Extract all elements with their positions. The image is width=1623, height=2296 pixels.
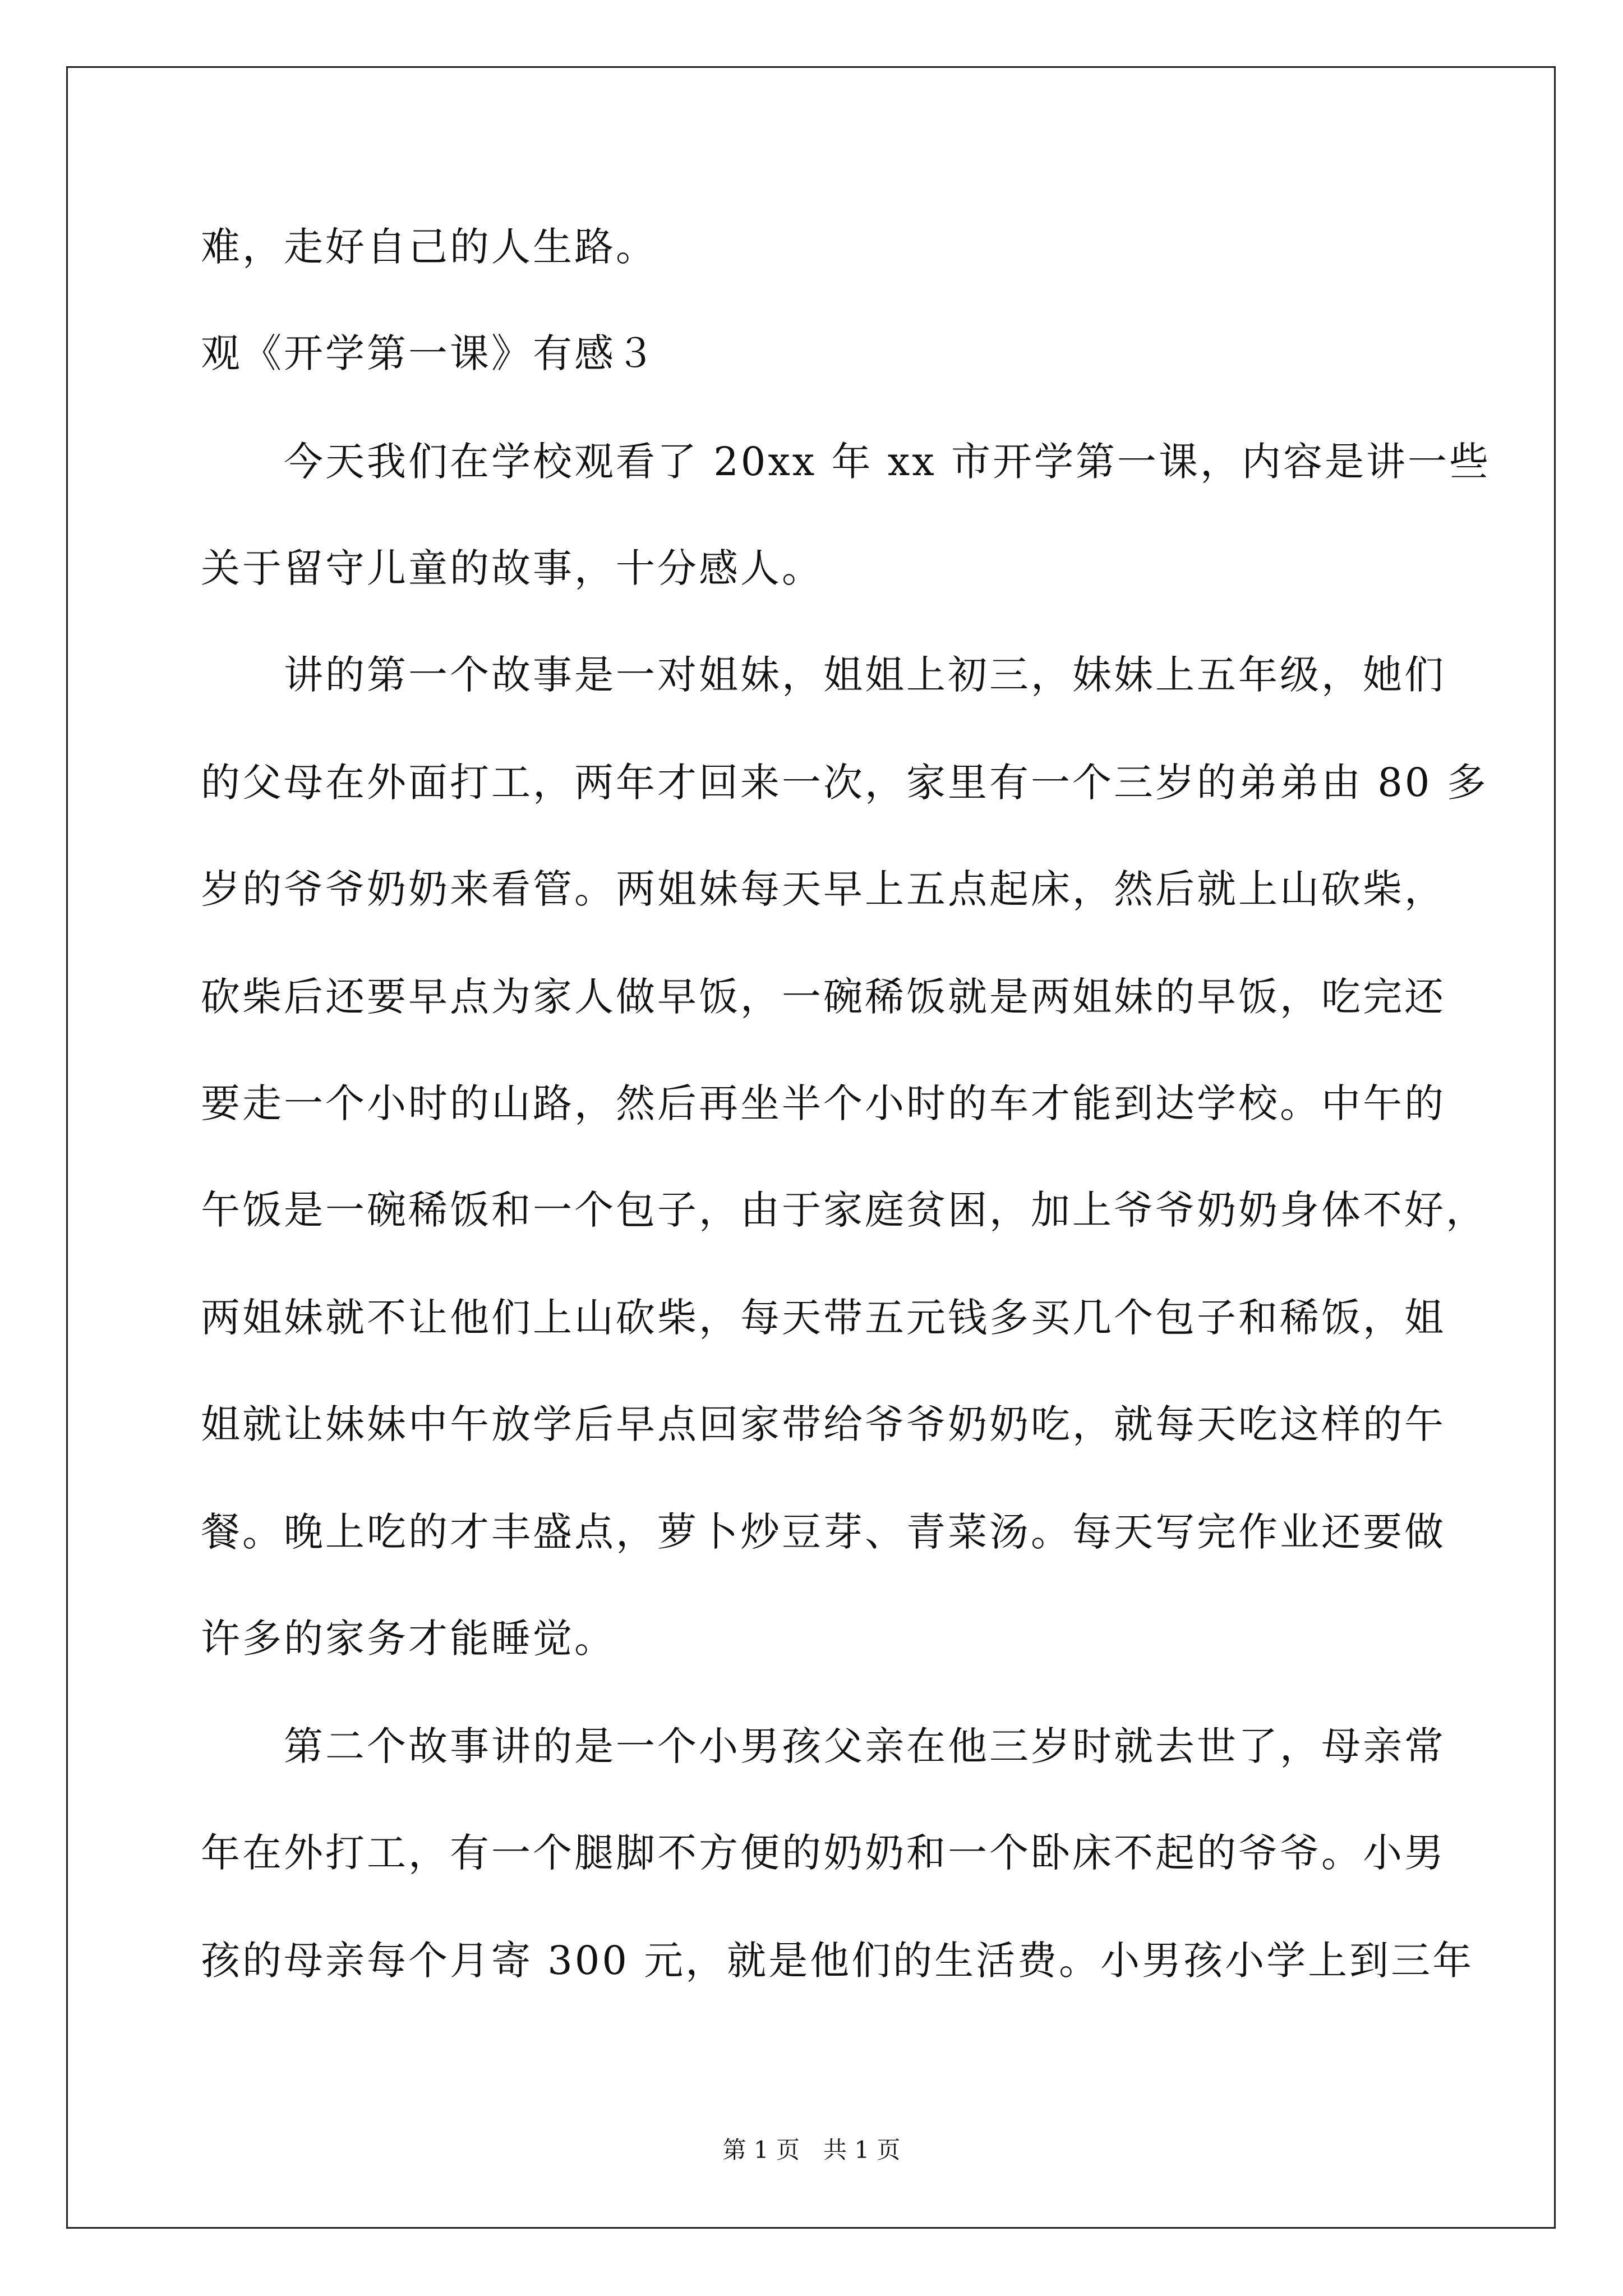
- text-line: 第二个故事讲的是一个小男孩父亲在他三岁时就去世了，母亲常: [201, 1723, 1446, 1769]
- text-line: 许多的家务才能睡觉。: [201, 1616, 616, 1662]
- text-line: 难，走好自己的人生路。: [201, 224, 657, 270]
- text-line: 午饭是一碗稀饭和一个包子，由于家庭贫困，加上爷爷奶奶身体不好，: [201, 1187, 1487, 1233]
- page-footer: 第 1 页 共 1 页: [722, 2136, 901, 2164]
- text-line: 年在外打工，有一个腿脚不方便的奶奶和一个卧床不起的爷爷。小男: [201, 1830, 1446, 1876]
- text-line: 今天我们在学校观看了 20xx 年 xx 市开学第一课，内容是讲一些: [201, 439, 1491, 485]
- text-line: 孩的母亲每个月寄 300 元，就是他们的生活费。小男孩小学上到三年: [201, 1938, 1474, 1984]
- text-line: 姐就让妹妹中午放学后早点回家带给爷爷奶奶吃，就每天吃这样的午: [201, 1401, 1446, 1447]
- text-line: 岁的爷爷奶奶来看管。两姐妹每天早上五点起床，然后就上山砍柴，: [201, 866, 1446, 912]
- text-line: 砍柴后还要早点为家人做早饭，一碗稀饭就是两姐妹的早饭，吃完还: [201, 974, 1446, 1020]
- text-line: 两姐妹就不让他们上山砍柴，每天带五元钱多买几个包子和稀饭，姐: [201, 1295, 1446, 1341]
- text-line: 讲的第一个故事是一对姐妹，姐姐上初三，妹妹上五年级，她们: [201, 652, 1446, 698]
- text-line: 关于留守儿童的故事，十分感人。: [201, 545, 823, 591]
- text-line: 要走一个小时的山路，然后再坐半个小时的车才能到达学校。中午的: [201, 1080, 1446, 1126]
- section-heading: 观《开学第一课》有感３: [201, 330, 657, 376]
- text-line: 餐。晚上吃的才丰盛点，萝卜炒豆芽、青菜汤。每天写完作业还要做: [201, 1509, 1446, 1555]
- page-border: [66, 66, 1556, 2229]
- text-line: 的父母在外面打工，两年才回来一次，家里有一个三岁的弟弟由 80 多: [201, 760, 1488, 806]
